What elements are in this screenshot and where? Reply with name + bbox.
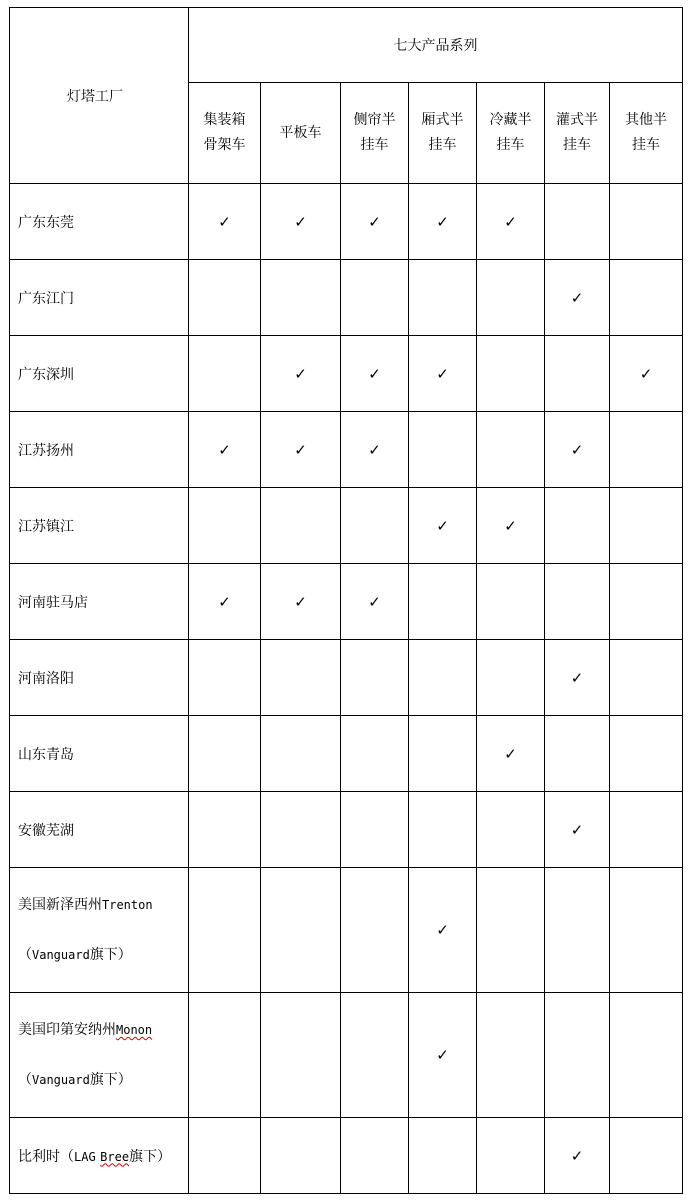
empty-cell — [189, 993, 261, 1118]
table-row — [10, 716, 683, 792]
empty-cell — [189, 336, 261, 412]
factory-name: 广东江门 — [10, 260, 189, 336]
check-mark-cell: ✓ — [409, 868, 477, 993]
empty-cell — [610, 488, 683, 564]
empty-cell — [409, 792, 477, 868]
check-mark-cell: ✓ — [409, 488, 477, 564]
empty-cell — [545, 868, 610, 993]
empty-cell — [610, 260, 683, 336]
empty-cell — [409, 260, 477, 336]
table-row — [10, 868, 683, 993]
empty-cell — [189, 260, 261, 336]
empty-cell — [477, 1118, 545, 1194]
check-mark-cell: ✓ — [545, 792, 610, 868]
empty-cell — [261, 792, 341, 868]
empty-cell — [477, 564, 545, 640]
factory-name: 比利时（LAG Bree旗下） — [10, 1118, 189, 1194]
product-header: 其他半 挂车 — [610, 83, 683, 184]
factory-product-table — [9, 7, 683, 1194]
empty-cell — [341, 716, 409, 792]
check-mark-cell: ✓ — [341, 184, 409, 260]
check-mark-cell: ✓ — [341, 412, 409, 488]
empty-cell — [610, 564, 683, 640]
header-row-top — [10, 8, 683, 83]
factory-name: 安徽芜湖 — [10, 792, 189, 868]
empty-cell — [341, 1118, 409, 1194]
product-header: 侧帘半 挂车 — [341, 83, 409, 184]
empty-cell — [477, 336, 545, 412]
table-row — [10, 993, 683, 1118]
empty-cell — [189, 868, 261, 993]
empty-cell — [477, 640, 545, 716]
empty-cell — [409, 412, 477, 488]
factory-name: 广东深圳 — [10, 336, 189, 412]
empty-cell — [610, 412, 683, 488]
empty-cell — [477, 260, 545, 336]
empty-cell — [545, 336, 610, 412]
empty-cell — [545, 716, 610, 792]
empty-cell — [610, 868, 683, 993]
factory-column-header: 灯塔工厂 — [10, 8, 189, 184]
empty-cell — [341, 792, 409, 868]
table-row — [10, 488, 683, 564]
check-mark-cell: ✓ — [545, 1118, 610, 1194]
table-row — [10, 640, 683, 716]
empty-cell — [610, 993, 683, 1118]
factory-name: 江苏镇江 — [10, 488, 189, 564]
check-mark-cell: ✓ — [261, 564, 341, 640]
factory-name: 美国印第安纳州Monon （Vanguard旗下） — [10, 993, 189, 1118]
empty-cell — [261, 640, 341, 716]
factory-name: 广东东莞 — [10, 184, 189, 260]
table-row — [10, 1118, 683, 1194]
empty-cell — [477, 868, 545, 993]
check-mark-cell: ✓ — [409, 336, 477, 412]
table-row — [10, 184, 683, 260]
empty-cell — [261, 993, 341, 1118]
check-mark-cell: ✓ — [409, 993, 477, 1118]
empty-cell — [545, 993, 610, 1118]
factory-name: 河南洛阳 — [10, 640, 189, 716]
table-row — [10, 792, 683, 868]
product-header: 冷藏半 挂车 — [477, 83, 545, 184]
table-row — [10, 260, 683, 336]
empty-cell — [261, 260, 341, 336]
product-series-header: 七大产品系列 — [189, 8, 683, 83]
empty-cell — [261, 868, 341, 993]
product-header: 厢式半 挂车 — [409, 83, 477, 184]
empty-cell — [261, 488, 341, 564]
table-row — [10, 336, 683, 412]
factory-name: 美国新泽西州Trenton （Vanguard旗下） — [10, 868, 189, 993]
check-mark-cell: ✓ — [261, 336, 341, 412]
empty-cell — [610, 716, 683, 792]
product-header: 集装箱 骨架车 — [189, 83, 261, 184]
empty-cell — [189, 640, 261, 716]
factory-name: 河南驻马店 — [10, 564, 189, 640]
table-row — [10, 412, 683, 488]
empty-cell — [341, 993, 409, 1118]
empty-cell — [341, 868, 409, 993]
empty-cell — [477, 412, 545, 488]
check-mark-cell: ✓ — [261, 412, 341, 488]
product-header: 平板车 — [261, 83, 341, 184]
empty-cell — [545, 564, 610, 640]
empty-cell — [610, 1118, 683, 1194]
product-header: 灌式半 挂车 — [545, 83, 610, 184]
check-mark-cell: ✓ — [477, 716, 545, 792]
check-mark-cell: ✓ — [189, 564, 261, 640]
table-row — [10, 564, 683, 640]
empty-cell — [261, 1118, 341, 1194]
empty-cell — [409, 640, 477, 716]
empty-cell — [409, 564, 477, 640]
check-mark-cell: ✓ — [545, 412, 610, 488]
empty-cell — [341, 488, 409, 564]
empty-cell — [409, 716, 477, 792]
empty-cell — [477, 792, 545, 868]
check-mark-cell: ✓ — [189, 412, 261, 488]
empty-cell — [189, 716, 261, 792]
check-mark-cell: ✓ — [409, 184, 477, 260]
factory-name: 山东青岛 — [10, 716, 189, 792]
empty-cell — [189, 488, 261, 564]
check-mark-cell: ✓ — [545, 260, 610, 336]
empty-cell — [610, 184, 683, 260]
check-mark-cell: ✓ — [341, 564, 409, 640]
empty-cell — [341, 260, 409, 336]
check-mark-cell: ✓ — [189, 184, 261, 260]
empty-cell — [545, 184, 610, 260]
empty-cell — [261, 716, 341, 792]
empty-cell — [189, 792, 261, 868]
check-mark-cell: ✓ — [477, 488, 545, 564]
empty-cell — [610, 640, 683, 716]
empty-cell — [341, 640, 409, 716]
empty-cell — [477, 993, 545, 1118]
check-mark-cell: ✓ — [610, 336, 683, 412]
check-mark-cell: ✓ — [477, 184, 545, 260]
check-mark-cell: ✓ — [261, 184, 341, 260]
empty-cell — [545, 488, 610, 564]
empty-cell — [189, 1118, 261, 1194]
empty-cell — [610, 792, 683, 868]
check-mark-cell: ✓ — [545, 640, 610, 716]
check-mark-cell: ✓ — [341, 336, 409, 412]
factory-name: 江苏扬州 — [10, 412, 189, 488]
empty-cell — [409, 1118, 477, 1194]
